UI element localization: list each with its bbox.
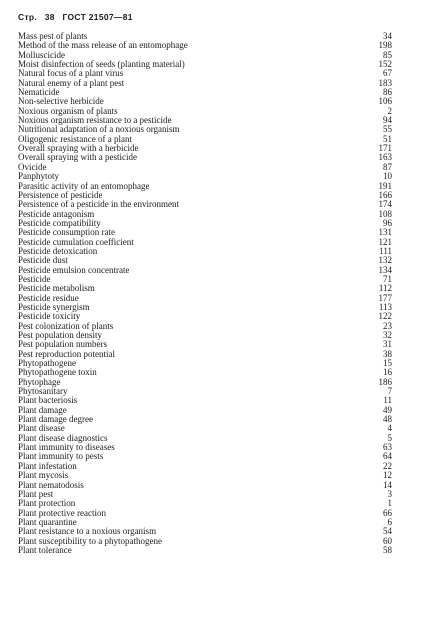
index-number: 87 (383, 161, 392, 172)
index-term: Plant mycosis (18, 471, 69, 481)
index-number: 49 (383, 404, 392, 415)
index-number: 2 (387, 105, 392, 116)
index-term: Mass pest of plants (18, 32, 88, 41)
index-number: 63 (383, 442, 392, 453)
index-number: 121 (378, 236, 392, 247)
index-row (18, 527, 392, 536)
index-number: 51 (383, 133, 392, 144)
index-row (18, 191, 392, 200)
index-row (18, 153, 392, 162)
index-number: 16 (383, 367, 392, 378)
index-number: 11 (383, 395, 392, 406)
index-term: Pesticide cumulation coefficient (18, 237, 134, 247)
index-row (18, 172, 392, 181)
index-term: Plant quarantine (18, 517, 77, 527)
index-term: Natural enemy of a plant pest (18, 78, 125, 88)
index-number: 15 (383, 358, 392, 369)
index-term: Plant tolerance (18, 545, 72, 555)
index-row (18, 509, 392, 518)
index-number: 23 (383, 320, 392, 331)
index-number: 94 (383, 115, 392, 126)
index-term: Plant infestation (18, 461, 77, 471)
index-number: 14 (383, 479, 392, 490)
index-number: 111 (379, 245, 392, 256)
index-number: 113 (378, 301, 392, 312)
index-number: 183 (378, 77, 392, 88)
index-term: Pest population density (18, 331, 102, 340)
index-term: Plant bacteriosis (18, 396, 78, 406)
index-term: Overall spraying with a herbicide (18, 144, 139, 154)
index-term: Method of the mass release of an entomophage (18, 41, 188, 51)
index-term: Pesticide emulsion concentrate (18, 265, 130, 275)
index-term: Noxious organism of plants (18, 106, 118, 116)
index-row (18, 284, 392, 293)
index-row (18, 518, 392, 527)
index-row (18, 462, 392, 471)
index-row (18, 41, 392, 50)
index-term: Parasitic activity of an entomophage (18, 181, 150, 191)
index-row (18, 443, 392, 452)
term-index-list (18, 32, 392, 555)
index-number: 108 (378, 208, 392, 219)
index-row (18, 182, 392, 191)
standard-code: ГОСТ 21507—81 (62, 12, 133, 22)
index-row (18, 247, 392, 256)
index-number: 85 (383, 49, 392, 60)
index-term: Ovicide (18, 162, 47, 172)
index-term: Pest colonization of plants (18, 321, 114, 331)
index-row (18, 303, 392, 312)
index-term: Phytophage (18, 377, 61, 387)
index-term: Pesticide detoxication (18, 246, 98, 256)
index-row (18, 471, 392, 480)
index-number: 32 (383, 330, 392, 340)
index-number: 4 (387, 423, 392, 434)
index-number: 134 (378, 264, 392, 275)
index-number: 106 (378, 96, 392, 107)
index-term: Plant damage (18, 405, 67, 415)
index-row (18, 144, 392, 153)
index-number: 1 (387, 498, 392, 509)
index-term: Pest population numbers (18, 340, 107, 350)
index-row (18, 415, 392, 424)
index-row (18, 424, 392, 433)
index-row (18, 340, 392, 349)
index-row (18, 266, 392, 275)
index-term: Pesticide dust (18, 256, 68, 266)
index-row (18, 125, 392, 134)
index-number: 112 (378, 283, 392, 294)
index-number: 122 (378, 311, 392, 322)
index-term: Plant nematodosis (18, 480, 84, 490)
index-term: Plant immunity to diseases (18, 443, 115, 453)
index-term: Persistence of pesticide (18, 190, 103, 200)
index-number: 186 (378, 376, 392, 387)
index-row (18, 452, 392, 461)
index-term: Non-selective herbicide (18, 97, 104, 107)
index-row (18, 331, 392, 340)
index-number: 131 (378, 227, 392, 238)
index-term: Moist disinfection of seeds (planting material) (18, 60, 185, 70)
index-term: Plant resistance to a noxious organism (18, 527, 157, 537)
index-number: 54 (383, 526, 392, 537)
index-term: Pesticide residue (18, 293, 79, 303)
index-number: 174 (378, 199, 392, 210)
index-row (18, 275, 392, 284)
index-term: Pesticide antagonism (18, 209, 95, 219)
index-term: Phytosanitary (18, 387, 68, 397)
index-term: Persistence of a pesticide in the environment (18, 200, 179, 210)
index-row (18, 69, 392, 78)
index-number: 132 (378, 255, 392, 266)
index-row (18, 97, 392, 106)
index-row (18, 387, 392, 396)
page-number: 38 (44, 12, 55, 22)
index-term: Natural focus of a plant virus (18, 69, 124, 79)
index-term: Panphytoty (18, 172, 60, 182)
index-number: 48 (383, 414, 392, 425)
index-row (18, 537, 392, 546)
index-term: Pesticide toxicity (18, 312, 81, 322)
index-number: 5 (387, 432, 392, 443)
index-row (18, 322, 392, 331)
index-term: Pest reproduction potential (18, 349, 115, 359)
index-term: Noxious organism resistance to a pesticide (18, 116, 172, 126)
page-label: Стр. (18, 12, 38, 22)
page-header (18, 12, 138, 22)
index-number: 10 (383, 171, 392, 182)
index-number: 34 (383, 31, 392, 41)
index-term: Plant disease diagnostics (18, 433, 108, 443)
index-row (18, 51, 392, 60)
index-row (18, 396, 392, 405)
index-row (18, 238, 392, 247)
index-term: Phytopathogene (18, 359, 76, 369)
index-number: 12 (383, 470, 392, 481)
index-term: Pesticide compatibility (18, 218, 101, 228)
index-number: 55 (383, 124, 392, 135)
index-number: 58 (383, 544, 392, 555)
index-number: 177 (378, 292, 392, 303)
index-term: Nutritional adaptation of a noxious organism (18, 125, 180, 135)
index-term: Plant disease (18, 424, 65, 434)
index-number: 31 (383, 339, 392, 350)
index-number: 152 (378, 59, 392, 70)
index-number: 3 (387, 488, 392, 499)
index-row (18, 79, 392, 88)
index-row (18, 219, 392, 228)
index-term: Phytopathogene toxin (18, 368, 97, 378)
index-term: Plant protective reaction (18, 508, 106, 518)
index-number: 171 (378, 143, 392, 154)
index-row (18, 490, 392, 499)
index-number: 6 (387, 516, 392, 527)
index-row (18, 350, 392, 359)
index-number: 191 (378, 180, 392, 191)
index-row (18, 499, 392, 508)
index-term: Plant protection (18, 499, 76, 509)
index-row (18, 60, 392, 69)
index-term: Pesticide (18, 274, 51, 284)
index-row (18, 135, 392, 144)
index-row (18, 228, 392, 237)
index-row (18, 200, 392, 209)
index-row (18, 546, 392, 555)
index-row (18, 406, 392, 415)
index-row (18, 378, 392, 387)
index-row (18, 256, 392, 265)
index-row (18, 32, 392, 41)
index-row (18, 434, 392, 443)
index-number: 38 (383, 348, 392, 359)
index-number: 60 (383, 535, 392, 546)
index-term: Pesticide synergism (18, 302, 90, 312)
index-number: 86 (383, 87, 392, 98)
index-row (18, 312, 392, 321)
index-number: 67 (383, 68, 392, 79)
index-number: 66 (383, 507, 392, 518)
index-row (18, 368, 392, 377)
index-term: Overall spraying with a pesticide (18, 153, 137, 163)
index-row (18, 210, 392, 219)
index-number: 64 (383, 451, 392, 462)
index-row (18, 116, 392, 125)
index-number: 163 (378, 152, 392, 163)
index-term: Nematicide (18, 88, 60, 98)
index-term: Plant damage degree (18, 415, 93, 425)
index-row (18, 88, 392, 97)
index-number: 22 (383, 460, 392, 471)
index-number: 96 (383, 217, 392, 228)
index-term: Plant susceptibility to a phytopathogene (18, 536, 162, 546)
index-row (18, 359, 392, 368)
index-row (18, 294, 392, 303)
index-row (18, 163, 392, 172)
index-term: Pesticide consumption rate (18, 228, 115, 238)
index-term: Plant immunity to pests (18, 452, 104, 462)
index-row (18, 481, 392, 490)
index-term: Molluscicide (18, 50, 65, 60)
index-term: Oligogenic resistance of a plant (18, 134, 132, 144)
index-number: 71 (383, 273, 392, 284)
index-term: Plant pest (18, 489, 54, 499)
index-term: Pesticide metabolism (18, 284, 95, 294)
index-row (18, 107, 392, 116)
index-number: 166 (378, 189, 392, 200)
index-number: 198 (378, 40, 392, 51)
index-number: 7 (387, 386, 392, 397)
